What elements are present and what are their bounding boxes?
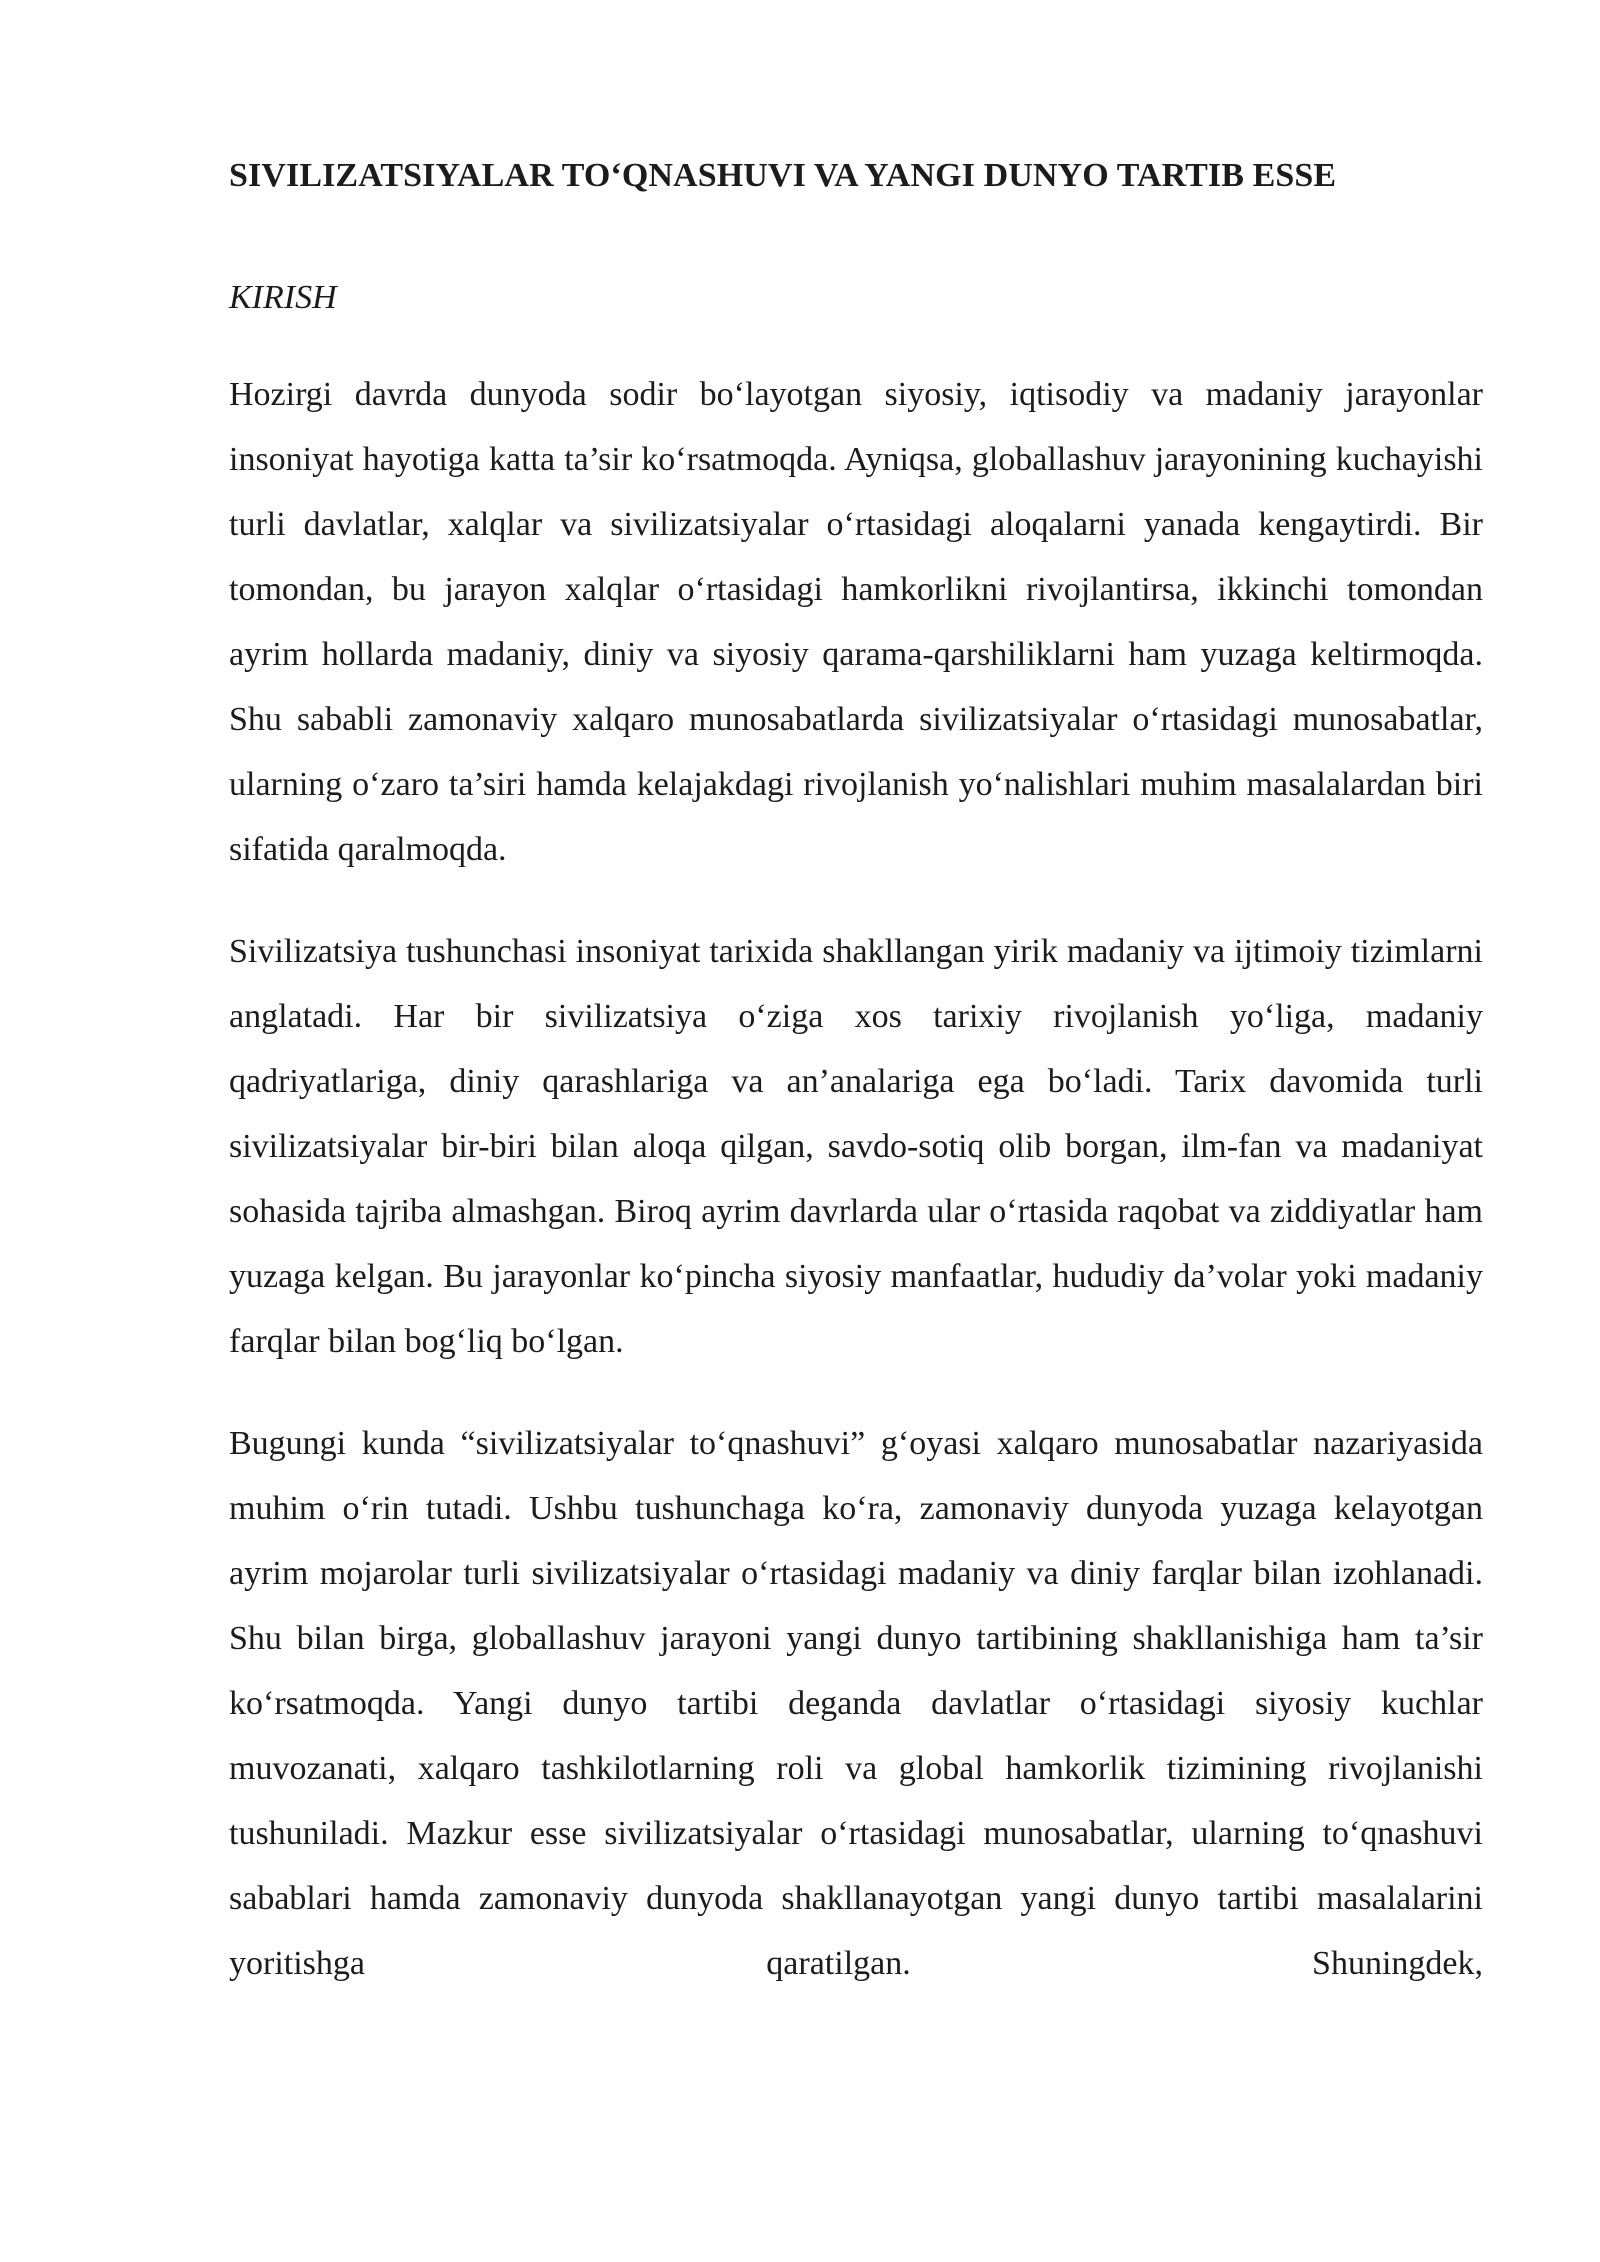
- document-title: SIVILIZATSIYALAR TO‘QNASHUVI VA YANGI DUNYO TARTIB ESSE: [229, 157, 1337, 194]
- paragraph-1: Hozirgi davrda dunyoda sodir bo‘layotgan siyosiy, iqtisodiy va madaniy jarayonlar insoniyat hayotiga katta ta’sir ko‘rsatmoqda. Ayniqsa, globallashuv jarayonining kuchayishi turli davlatlar, xalqlar va sivilizatsiyalar o‘rtasidagi aloqalarni yanada kengaytirdi. Bir tomondan, bu jarayon xalqlar o‘rtasidagi hamkorlikni rivojlantirsa, ikkinchi tomondan ayrim hollarda madaniy, diniy va siyosiy qarama-qarshiliklarni ham yuzaga keltirmoqda. Shu sababli zamonaviy xalqaro munosabatlarda sivilizatsiyalar o‘rtasidagi munosabatlar, ularning o‘zaro ta’siri hamda kelajakdagi rivojlanish yo‘nalishlari muhim masalalardan biri sifatida qaralmoqda.: [229, 376, 1483, 868]
- section-heading-introduction: KIRISH: [229, 279, 337, 316]
- paragraph-3: Bugungi kunda “sivilizatsiyalar to‘qnashuvi” g‘oyasi xalqaro munosabatlar nazariyasida muhim o‘rin tutadi. Ushbu tushunchaga ko‘ra, zamonaviy dunyoda yuzaga kelayotgan ayrim mojarolar turli sivilizatsiyalar o‘rtasidagi madaniy va diniy farqlar bilan izohlanadi. Shu bilan birga, globallashuv jarayoni yangi dunyo tartibining shakllanishiga ham ta’sir ko‘rsatmoqda. Yangi dunyo tartibi deganda davlatlar o‘rtasidagi siyosiy kuchlar muvozanati, xalqaro tashkilotlarning roli va global hamkorlik tizimining rivojlanishi tushuniladi. Mazkur esse sivilizatsiyalar o‘rtasidagi munosabatlar, ularning to‘qnashuvi sabablari hamda zamonaviy dunyoda shakllanayotgan yangi dunyo tartibi masalalarini yoritishga qaratilgan. Shuningdek,: [229, 1425, 1483, 1982]
- document-page: [229, 150, 1483, 1996]
- paragraph-2: Sivilizatsiya tushunchasi insoniyat tarixida shakllangan yirik madaniy va ijtimoiy tizimlarni anglatadi. Har bir sivilizatsiya o‘ziga xos tarixiy rivojlanish yo‘liga, madaniy qadriyatlariga, diniy qarashlariga va an’analariga ega bo‘ladi. Tarix davomida turli sivilizatsiyalar bir-biri bilan aloqa qilgan, savdo-sotiq olib borgan, ilm-fan va madaniyat sohasida tajriba almashgan. Biroq ayrim davrlarda ular o‘rtasida raqobat va ziddiyatlar ham yuzaga kelgan. Bu jarayonlar ko‘pincha siyosiy manfaatlar, hududiy da’volar yoki madaniy farqlar bilan bog‘liq bo‘lgan.: [229, 933, 1483, 1360]
